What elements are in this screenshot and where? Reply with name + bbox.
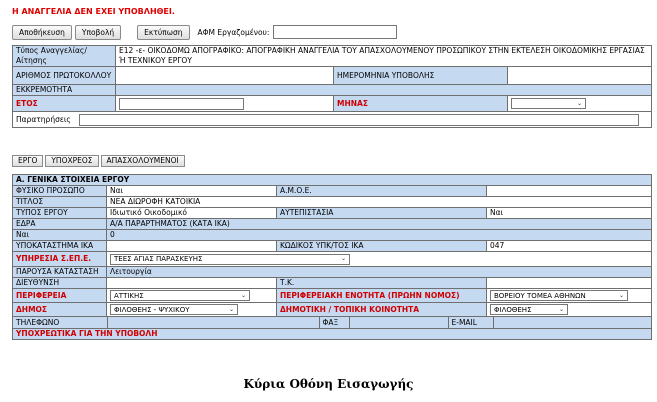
sepe-cell bbox=[107, 252, 652, 267]
year-input[interactable] bbox=[119, 98, 244, 110]
save-button[interactable]: Αποθήκευση bbox=[12, 25, 72, 40]
month-cell bbox=[508, 96, 652, 112]
municipality-label: ΔΗΜΟΣ bbox=[13, 303, 107, 317]
title-value: ΝΕΑ ΔΙΩΡΟΦΗ ΚΑΤΟΙΚΙΑ bbox=[107, 197, 652, 208]
community-cell bbox=[487, 303, 652, 317]
address-label: ΔΙΕΥΘΥΝΣΗ bbox=[13, 278, 107, 289]
email-label: E-MAIL bbox=[448, 317, 493, 328]
region-select-value: ΑΤΤΙΚΗΣ bbox=[114, 291, 144, 300]
submit-date-label: ΗΜΕΡΟΜΗΝΙΑ ΥΠΟΒΟΛΗΣ bbox=[334, 67, 508, 85]
email-value bbox=[493, 317, 652, 328]
year-label: ΕΤΟΣ bbox=[13, 96, 116, 112]
fax-value bbox=[349, 317, 448, 328]
month-label: ΜΗΝΑΣ bbox=[334, 96, 508, 112]
community-select-value: ΦΙΛΟΘΕΗΣ bbox=[494, 305, 532, 314]
tk-value bbox=[487, 278, 652, 289]
section-a-title: Α. ΓΕΝΙΚΑ ΣΤΟΙΧΕΙΑ ΕΡΓΟΥ bbox=[13, 175, 652, 186]
remarks-label: Παρατηρήσεις bbox=[16, 114, 71, 124]
regional-unit-select[interactable] bbox=[490, 290, 628, 301]
tk-label: Τ.Κ. bbox=[277, 278, 487, 289]
regional-unit-cell bbox=[487, 289, 652, 303]
obligated-row: ΥΠΟΧΡΕΩΤΙΚΑ ΓΙΑ ΤΗΝ ΥΠΟΒΟΛΗ bbox=[13, 329, 652, 340]
municipality-select-value: ΦΙΛΟΘΕΗΣ - ΨΥΧΙΚΟΥ bbox=[114, 305, 190, 314]
print-button[interactable]: Εκτύπωση bbox=[137, 25, 189, 40]
ika-code-label: ΚΩΔΙΚΟΣ ΥΠΚ/ΤΟΣ ΙΚΑ bbox=[277, 241, 487, 252]
submit-date-value bbox=[508, 67, 652, 85]
title-label: ΤΙΤΛΟΣ bbox=[13, 197, 107, 208]
tab-obligated[interactable]: ΥΠΟΧΡΕΟΣ bbox=[45, 155, 98, 167]
chevron-down-icon: ⌄ bbox=[576, 99, 582, 107]
natural-person-label: ΦΥΣΙΚΟ ΠΡΟΣΩΠΟ bbox=[13, 186, 107, 197]
work-type-value: Ιδιωτικό Οικοδομικό bbox=[107, 208, 277, 219]
protocol-value bbox=[116, 67, 334, 85]
seat-yes: Ναι bbox=[13, 230, 107, 241]
remarks-row bbox=[13, 112, 652, 128]
natural-person-value: Ναι bbox=[107, 186, 277, 197]
figure-caption: Κύρια Οθόνη Εισαγωγής bbox=[243, 377, 414, 391]
chevron-down-icon: ⌄ bbox=[340, 255, 346, 262]
submit-button[interactable]: Υποβολή bbox=[75, 25, 121, 40]
tab-project[interactable]: ΕΡΓΟ bbox=[12, 155, 43, 167]
ika-code-value: 047 bbox=[487, 241, 652, 252]
ika-branch-value bbox=[107, 241, 277, 252]
header-panel bbox=[12, 45, 652, 128]
month-select[interactable] bbox=[511, 98, 586, 109]
status-label: ΠΑΡΟΥΣΑ ΚΑΤΑΣΤΑΣΗ bbox=[13, 267, 107, 278]
year-cell bbox=[116, 96, 334, 112]
chevron-down-icon: ⌄ bbox=[558, 305, 564, 313]
community-select[interactable] bbox=[490, 304, 568, 315]
community-label: ΔΗΜΟΤΙΚΗ / ΤΟΠΙΚΗ ΚΟΙΝΟΤΗΤΑ bbox=[277, 303, 487, 317]
regional-unit-select-value: ΒΟΡΕΙΟΥ ΤΟΜΕΑ ΑΘΗΝΩΝ bbox=[494, 291, 586, 300]
contact-table bbox=[13, 317, 652, 328]
status-value: Λειτουργία bbox=[107, 267, 652, 278]
pending-value bbox=[116, 85, 652, 96]
sepe-label: ΥΠΗΡΕΣΙΑ Σ.ΕΠ.Ε. bbox=[13, 252, 107, 267]
afm-label: ΑΦΜ Εργαζομένου: bbox=[197, 27, 270, 37]
type-label: Τύπος Αναγγελίας/Αίτησης bbox=[13, 46, 116, 67]
phone-label: ΤΗΛΕΦΩΝΟ bbox=[13, 317, 107, 328]
region-select[interactable] bbox=[110, 290, 250, 301]
toolbar bbox=[12, 24, 397, 40]
amoe-value bbox=[487, 186, 652, 197]
section-a-panel bbox=[12, 174, 652, 340]
municipality-cell bbox=[107, 303, 277, 317]
remarks-input[interactable] bbox=[79, 114, 639, 126]
ika-branch-label: ΥΠΟΚΑΤΑΣΤΗΜΑ ΙΚΑ bbox=[13, 241, 107, 252]
tab-employees[interactable]: ΑΠΑΣΧΟΛΟΥΜΕΝΟΙ bbox=[101, 155, 185, 167]
afm-input[interactable] bbox=[273, 25, 397, 39]
region-label: ΠΕΡΙΦΕΡΕΙΑ bbox=[13, 289, 107, 303]
protocol-label: ΑΡΙΘΜΟΣ ΠΡΩΤΟΚΟΛΛΟΥ bbox=[13, 67, 116, 85]
amoe-label: Α.Μ.Ο.Ε. bbox=[277, 186, 487, 197]
type-value: Ε12 -ε- ΟΙΚΟΔΟΜΩ ΑΠΟΓΡΑΦΙΚΟ: ΑΠΟΓΡΑΦΙΚΗ ΑΝΑΓΓΕΛΙΑ ΤΟΥ ΑΠΑΣΧΟΛΟΥΜΕΝΟΥ ΠΡΟΣΩΠΙΚΟΥ ΣΤΗΝ ΕΚΤΕΛΕΣΗ ΟΙΚΟΔΟΜΙΚΗΣ ΕΡΓΑΣΙΑΣ Ή ΤΕΧΝΙΚΟΥ ΕΡΓΟΥ bbox=[116, 46, 652, 67]
municipality-select[interactable] bbox=[110, 304, 238, 315]
chevron-down-icon: ⌄ bbox=[240, 291, 246, 299]
not-submitted-warning: Η ΑΝΑΓΓΕΛΙΑ ΔΕΝ ΕΧΕΙ ΥΠΟΒΛΗΘΕΙ. bbox=[12, 7, 175, 16]
region-cell bbox=[107, 289, 277, 303]
self-supervision-label: ΑΥΤΕΠΙΣΤΑΣΙΑ bbox=[277, 208, 487, 219]
tab-bar bbox=[12, 155, 185, 167]
pending-label: ΕΚΚΡΕΜΟΤΗΤΑ bbox=[13, 85, 116, 96]
sepe-select[interactable] bbox=[110, 254, 350, 265]
address-value bbox=[107, 278, 277, 289]
phone-value bbox=[107, 317, 319, 328]
chevron-down-icon: ⌄ bbox=[618, 291, 624, 299]
contact-row bbox=[13, 317, 652, 329]
work-type-label: ΤΥΠΟΣ ΕΡΓΟΥ bbox=[13, 208, 107, 219]
seat-value: Α/Α ΠΑΡΑΡΤΗΜΑΤΟΣ (ΚΑΤΑ ΙΚΑ) bbox=[107, 219, 652, 230]
fax-label: ΦΑΞ bbox=[319, 317, 349, 328]
chevron-down-icon: ⌄ bbox=[228, 305, 234, 313]
self-supervision-value: Ναι bbox=[487, 208, 652, 219]
regional-unit-label: ΠΕΡΙΦΕΡΕΙΑΚΗ ΕΝΟΤΗΤΑ (ΠΡΩΗΝ ΝΟΜΟΣ) bbox=[277, 289, 487, 303]
seat-label: ΕΔΡΑ bbox=[13, 219, 107, 230]
seat-num: 0 bbox=[107, 230, 652, 241]
sepe-select-value: ΤΕΕΣ ΑΓΙΑΣ ΠΑΡΑΣΚΕΥΗΣ bbox=[114, 255, 203, 263]
